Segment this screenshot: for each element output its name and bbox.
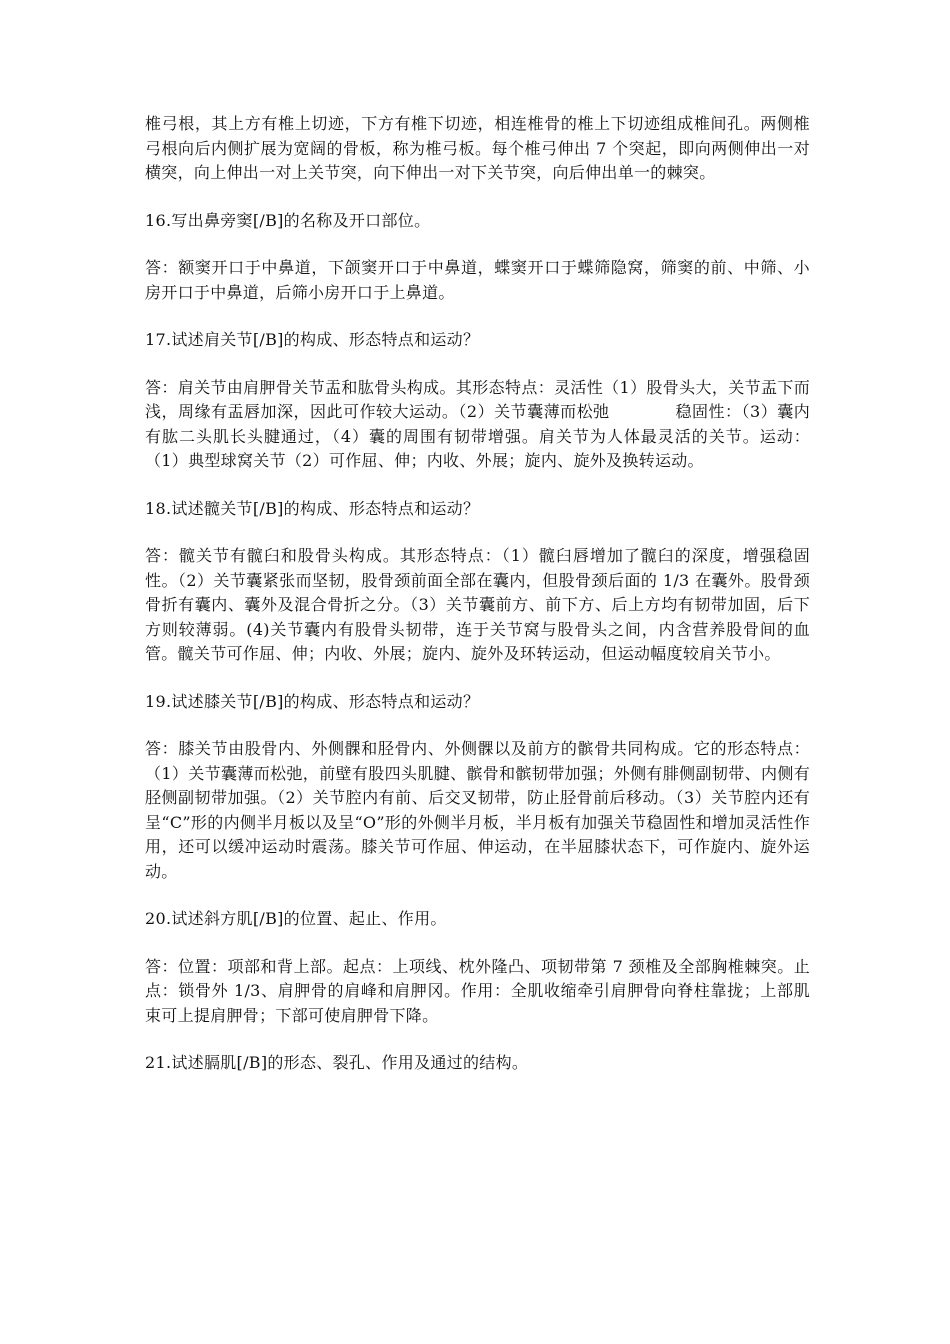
question-19-knee-joint: 19.试述膝关节[/B]的构成、形态特点和运动？ xyxy=(145,691,480,711)
paragraph-vertebral-arch-continued: 椎弓根，其上方有椎上切迹，下方有椎下切迹，相连椎骨的椎上下切迹组成椎间孔。两侧椎弓根向后内侧扩展为宽阔的骨板，称为椎弓板。每个椎弓伸出 7 个突起，即向两侧伸出一对横突，向上伸出一对上关节突，向下伸出一对下关节突，向后伸出单一的棘突。 xyxy=(145,114,810,182)
answer-16: 答：额窦开口于中鼻道，下颌窦开口于中鼻道，蝶窦开口于蝶筛隐窝，筛窦的前、中筛、小房开口于中鼻道，后筛小房开口于上鼻道。 xyxy=(145,258,810,302)
question-21-diaphragm: 21.试述膈肌[/B]的形态、裂孔、作用及通过的结构。 xyxy=(145,1053,529,1072)
document-page xyxy=(145,112,810,1099)
question-16-paranasal-sinuses: 16.写出鼻旁窦[/B]的名称及开口部位。 xyxy=(145,210,431,230)
answer-19: 答：膝关节由股骨内、外侧髁和胫骨内、外侧髁以及前方的髌骨共同构成。它的形态特点：（1）关节囊薄而松弛，前壁有股四头肌腱、髌骨和髌韧带加强；外侧有腓侧副韧带、内侧有胫侧副韧带加强。（2）关节腔内有前、后交叉韧带，防止胫骨前后移动。（3）关节腔内还有呈“C”形的内侧半月板以及呈“O”形的外侧半月板，半月板有加强关节稳固性和增加灵活性作用，还可以缓冲运动时震荡。膝关节可作屈、伸运动，在半屈膝状态下，可作旋内、旋外运动。 xyxy=(145,739,810,881)
answer-17: 答：肩关节由肩胛骨关节盂和肱骨头构成。其形态特点：灵活性（1）股骨头大，关节盂下而浅，周缘有盂唇加深，因此可作较大运动。（2）关节囊薄而松弛 稳固性：（3）囊内有肱二头肌长头腱通过，（4）囊的周围有韧带增强。肩关节为人体最灵活的关节。运动：（1）典型球窝关节（2）可作屈、伸；内收、外展；旋内、旋外及换转运动。 xyxy=(145,377,810,470)
answer-18: 答：髋关节有髋臼和股骨头构成。其形态特点：（1）髋臼唇增加了髋臼的深度，增强稳固性。（2）关节囊紧张而坚韧，股骨颈前面全部在囊内，但股骨颈后面的 1/3 在囊外。股骨颈骨折有囊内、囊外及混合骨折之分。（3）关节囊前方、前下方、后上方均有韧带加固，后下方则较薄弱。(4)关节囊内有股骨头韧带，连于关节窝与股骨头之间，内含营养股骨间的血管。髋关节可作屈、伸；内收、外展；旋内、旋外及环转运动，但运动幅度较肩关节小。 xyxy=(145,546,810,663)
answer-20: 答：位置：项部和背上部。起点：上项线、枕外隆凸、项韧带第 7 颈椎及全部胸椎棘突。止点：锁骨外 1/3、肩胛骨的肩峰和肩胛冈。作用：全肌收缩牵引肩胛骨向脊柱靠拢；上部肌束可上提肩胛骨；下部可使肩胛骨下降。 xyxy=(145,956,810,1025)
question-18-hip-joint: 18.试述髋关节[/B]的构成、形态特点和运动？ xyxy=(145,498,480,518)
question-20-trapezius: 20.试述斜方肌[/B]的位置、起止、作用。 xyxy=(145,909,447,928)
question-17-shoulder-joint: 17.试述肩关节[/B]的构成、形态特点和运动？ xyxy=(145,330,480,349)
